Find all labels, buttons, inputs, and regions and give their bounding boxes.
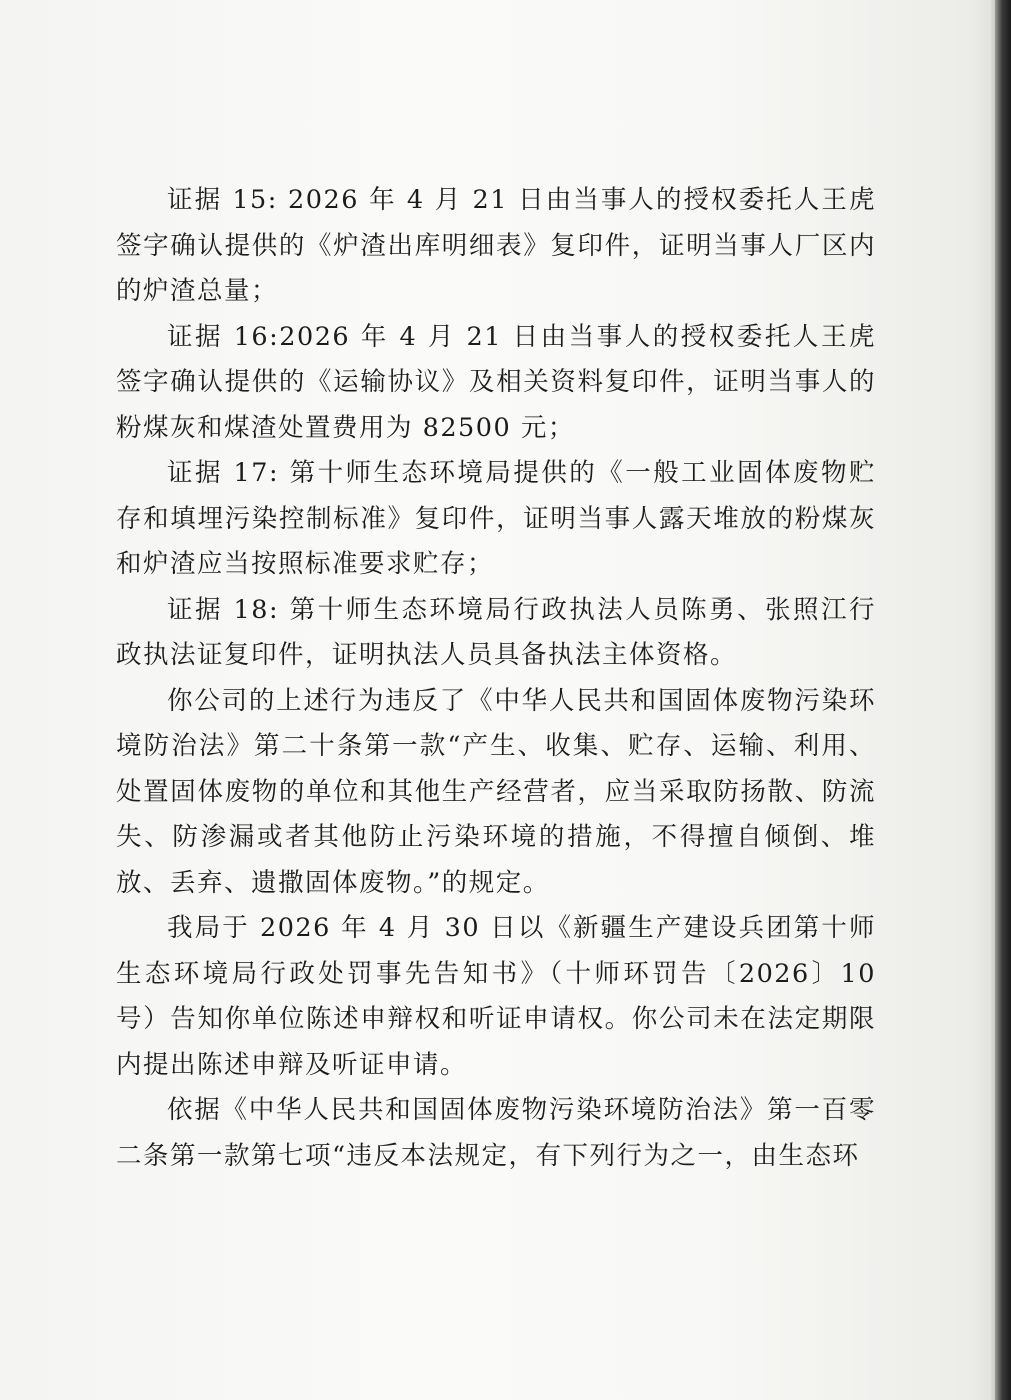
binding-edge [995,0,1011,1400]
evidence-17-paragraph: 证据 17: 第十师生态环境局提供的《一般工业固体废物贮存和填埋污染控制标准》复印件，证明当事人露天堆放的粉煤灰和炉渣应当按照标准要求贮存； [116,458,876,579]
evidence-16-paragraph: 证据 16:2026 年 4 月 21 日由当事人的授权委托人王虎签字确认提供的《运输协议》及相关资料复印件，证明当事人的粉煤灰和煤渣处置费用为 82500 元； [116,321,876,443]
evidence-15-paragraph: 证据 15: 2026 年 4 月 21 日由当事人的授权委托人王虎签字确认提供的《炉渣出库明细表》复印件，证明当事人厂区内的炉渣总量； [116,185,876,306]
document-body [116,178,876,1179]
violation-paragraph: 你公司的上述行为违反了《中华人民共和国固体废物污染环境防治法》第二十条第一款“产生、收集、贮存、运输、利用、处置固体废物的单位和其他生产经营者，应当采取防扬散、防流失、防渗漏或者其他防止污染环境的措施，不得擅自倾倒、堆放、丢弃、遗撒固体废物。”的规定。 [116,685,876,898]
legal-basis-paragraph: 依据《中华人民共和国固体废物污染环境防治法》第一百零二条第一款第七项“违反本法规定，有下列行为之一，由生态环 [116,1095,876,1171]
evidence-18-paragraph: 证据 18: 第十师生态环境局行政执法人员陈勇、张照江行政执法证复印件，证明执法人员具备执法主体资格。 [116,594,876,670]
prior-notice-paragraph: 我局于 2026 年 4 月 30 日以《新疆生产建设兵团第十师生态环境局行政处罚事先告知书》（十师环罚告〔2026〕10 号）告知你单位陈述申辩权和听证申请权。你公司未在法定期限内提出陈述申辩及听证申请。 [116,913,876,1080]
